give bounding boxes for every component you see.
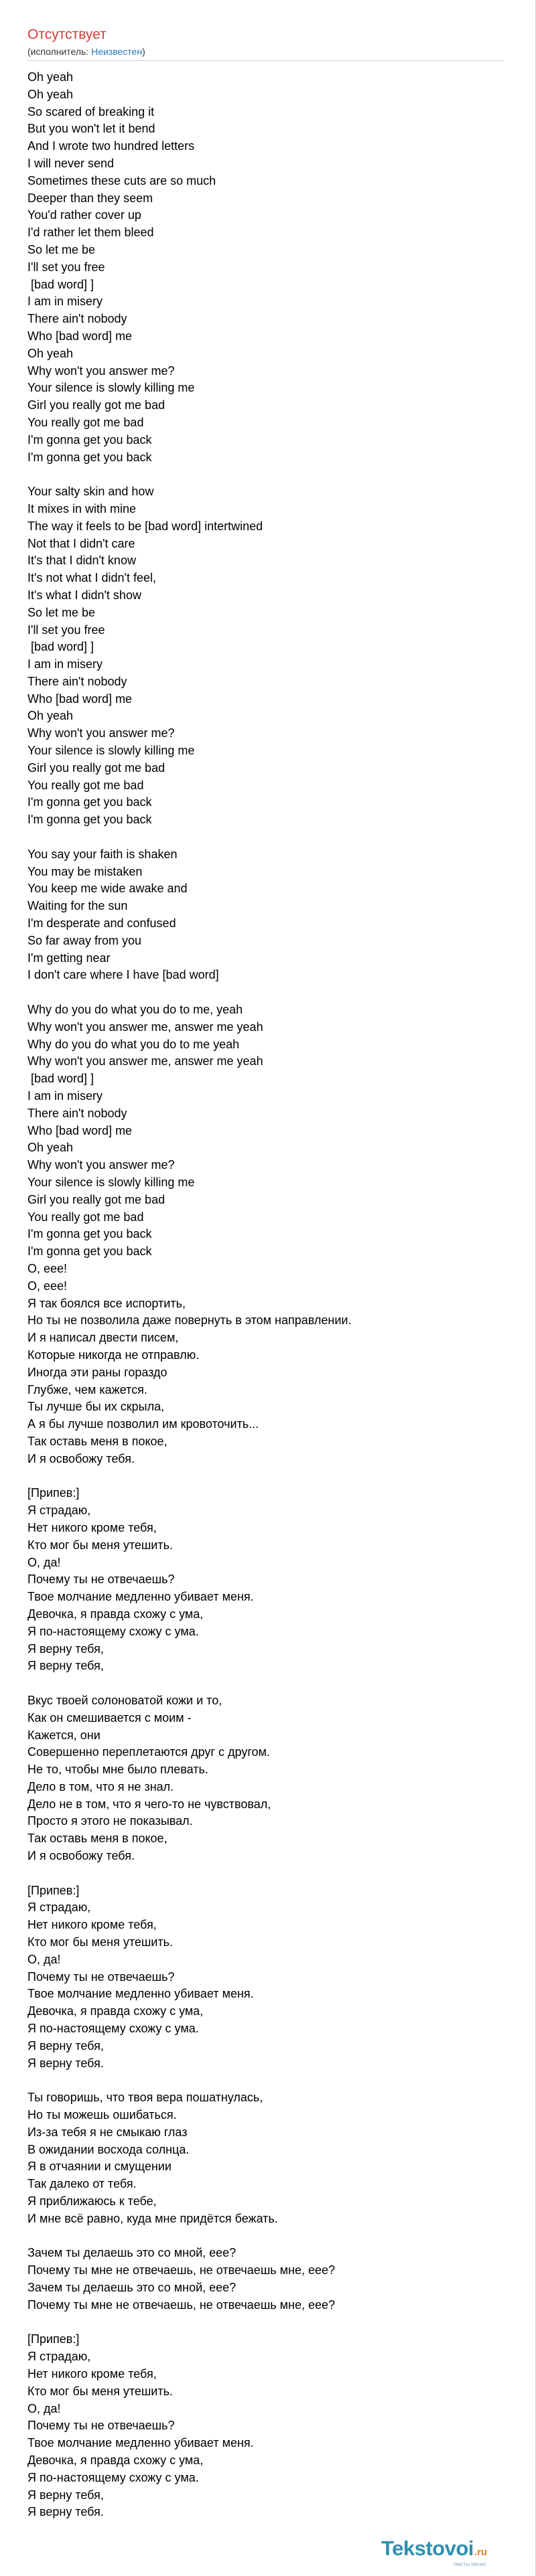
lyric-line: Просто я этого не показывал. bbox=[27, 1814, 193, 1828]
lyric-line: Нет никого кроме тебя, bbox=[27, 1918, 157, 1932]
lyric-line: Почему ты не отвечаешь? bbox=[27, 1573, 175, 1587]
lyric-line: I'm gonna get you back bbox=[27, 1227, 152, 1241]
lyric-line: I don't care where I have [bad word] bbox=[27, 968, 219, 982]
lyric-line: Oh yeah bbox=[27, 87, 74, 101]
lyric-line: Зачем ты делаешь это со мной, еее? bbox=[27, 2246, 237, 2260]
lyric-blank-line bbox=[27, 2228, 496, 2245]
lyric-line: Кажется, они bbox=[27, 1728, 100, 1742]
lyric-line: Я верну тебя, bbox=[27, 2488, 104, 2502]
lyric-line: Deeper than they seem bbox=[27, 191, 153, 205]
logo-tagline: тексты песен bbox=[453, 2561, 486, 2567]
lyric-line: Почему ты не отвечаешь? bbox=[27, 1969, 175, 1984]
lyric-line: Я страдаю, bbox=[27, 2350, 91, 2364]
lyric-line: А я бы лучше позволил им кровоточить... bbox=[27, 1417, 259, 1431]
lyric-line: Кто мог бы меня утешить. bbox=[27, 1538, 173, 1552]
lyric-line: О, еее! bbox=[27, 1279, 68, 1293]
lyric-line: Ты говоришь, что твоя вера пошатнулась, bbox=[27, 2091, 263, 2105]
lyric-line: It mixes in with mine bbox=[27, 501, 137, 515]
lyric-line: Совершенно переплетаются друг с другом. bbox=[27, 1745, 270, 1759]
lyric-line: Your silence is slowly killing me bbox=[27, 1176, 195, 1189]
lyric-line: You keep me wide awake and bbox=[27, 882, 188, 896]
lyric-line: Oh yeah bbox=[27, 709, 74, 723]
lyric-line: Иногда эти раны гораздо bbox=[27, 1365, 168, 1379]
lyric-line: Oh yeah bbox=[27, 70, 74, 84]
lyric-line: Как он смешивается с моим - bbox=[27, 1710, 192, 1724]
lyric-line: Я по-настоящему схожу с ума. bbox=[27, 2022, 199, 2036]
lyric-line: Who [bad word] me bbox=[27, 1123, 133, 1137]
lyric-line: You really got me bad bbox=[27, 1210, 144, 1224]
lyric-line: So far away from you bbox=[27, 933, 142, 947]
lyric-line: You say your faith is shaken bbox=[27, 847, 178, 861]
lyric-line: И я освобожу тебя. bbox=[27, 1451, 135, 1465]
lyric-line: Почему ты не отвечаешь? bbox=[27, 2419, 175, 2433]
header-divider bbox=[27, 60, 504, 61]
lyric-line: Почему ты мне не отвечаешь, не отвечаешь мне, еее? bbox=[27, 2298, 336, 2312]
lyric-line: Так далеко от тебя. bbox=[27, 2177, 137, 2191]
lyric-line: I'm gonna get you back bbox=[27, 1244, 152, 1259]
lyric-line: О, да! bbox=[27, 2401, 61, 2415]
lyric-line: Девочка, я правда схожу с ума, bbox=[27, 1607, 204, 1621]
lyric-line: Я страдаю, bbox=[27, 1901, 91, 1915]
lyric-line: [bad word] ] bbox=[27, 640, 94, 654]
lyric-line: [Припев:] bbox=[27, 2332, 80, 2346]
lyric-line: Why do you do what you do to me, yeah bbox=[27, 1003, 243, 1017]
lyric-line: I'll set you free bbox=[27, 260, 105, 274]
lyric-line: Who [bad word] me bbox=[27, 329, 133, 343]
lyric-line: Girl you really got me bad bbox=[27, 1192, 165, 1206]
lyric-line: There ain't nobody bbox=[27, 674, 127, 688]
lyric-line: Я страдаю, bbox=[27, 1504, 91, 1518]
lyric-line: And I wrote two hundred letters bbox=[27, 139, 195, 153]
lyric-line: [Припев:] bbox=[27, 1883, 80, 1897]
lyric-line: Нет никого кроме тебя, bbox=[27, 2366, 157, 2381]
lyric-line: Дело в том, что я не знал. bbox=[27, 1779, 174, 1793]
artist-link[interactable]: Неизвестен bbox=[91, 46, 143, 57]
lyric-line: Your salty skin and how bbox=[27, 485, 154, 499]
lyric-line: О, да! bbox=[27, 1555, 61, 1569]
lyric-line: I'm gonna get you back bbox=[27, 450, 152, 464]
lyric-line: [bad word] ] bbox=[27, 277, 94, 291]
lyric-line: So scared of breaking it bbox=[27, 104, 155, 118]
lyric-line: Ты лучше бы их скрыла, bbox=[27, 1400, 165, 1414]
lyric-line: В ожидании восхода солнца. bbox=[27, 2142, 190, 2156]
lyric-line: Но ты не позволила даже повернуть в этом направлении. bbox=[27, 1313, 352, 1327]
lyric-line: I'm gonna get you back bbox=[27, 813, 152, 827]
lyric-line: Why won't you answer me, answer me yeah bbox=[27, 1054, 263, 1068]
lyric-line: Так оставь меня в покое, bbox=[27, 1832, 168, 1846]
lyric-line: Not that I didn't care bbox=[27, 536, 135, 550]
lyric-line: I'm desperate and confused bbox=[27, 916, 176, 931]
lyric-line: И я написал двести писем, bbox=[27, 1331, 179, 1345]
lyric-line: Waiting for the sun bbox=[27, 899, 128, 913]
lyric-line: Я верну тебя, bbox=[27, 2038, 104, 2052]
lyric-line: Твое молчание медленно убивает меня. bbox=[27, 2436, 254, 2450]
lyric-line: I will never send bbox=[27, 156, 115, 170]
lyric-line: Girl you really got me bad bbox=[27, 398, 165, 412]
logo-tld: .ru bbox=[474, 2547, 488, 2558]
lyric-line: Но ты можешь ошибаться. bbox=[27, 2108, 177, 2122]
lyric-blank-line bbox=[27, 1865, 496, 1882]
lyric-blank-line bbox=[27, 2314, 496, 2332]
lyric-line: Кто мог бы меня утешить. bbox=[27, 1935, 173, 1949]
lyric-line: You may be mistaken bbox=[27, 864, 143, 878]
lyric-line: Я верну тебя. bbox=[27, 2505, 104, 2519]
lyric-line: Я по-настоящему схожу с ума. bbox=[27, 1624, 199, 1638]
lyric-line: So let me be bbox=[27, 605, 96, 619]
lyric-line: Почему ты мне не отвечаешь, не отвечаешь мне, еее? bbox=[27, 2263, 336, 2277]
lyric-line: О, да! bbox=[27, 1952, 61, 1966]
lyric-line: Why do you do what you do to me yeah bbox=[27, 1037, 240, 1051]
lyric-line: Твое молчание медленно убивает меня. bbox=[27, 1590, 254, 1604]
lyrics-text bbox=[27, 69, 496, 2521]
lyric-line: Sometimes these cuts are so much bbox=[27, 173, 216, 187]
lyric-line: Girl you really got me bad bbox=[27, 760, 165, 775]
artist-prefix: (исполнитель: bbox=[27, 46, 92, 57]
lyric-line: Нет никого кроме тебя, bbox=[27, 1520, 157, 1534]
lyric-line: It's that I didn't know bbox=[27, 554, 136, 568]
lyric-line: There ain't nobody bbox=[27, 312, 127, 326]
lyric-line: Из-за тебя я не смыкаю глаз bbox=[27, 2125, 188, 2139]
lyric-line: Девочка, я правда схожу с ума, bbox=[27, 2004, 204, 2018]
lyric-line: The way it feels to be [bad word] intertwined bbox=[27, 519, 263, 533]
lyric-blank-line bbox=[27, 1675, 496, 1692]
artist-line bbox=[27, 46, 145, 58]
lyric-line: Зачем ты делаешь это со мной, еее? bbox=[27, 2281, 237, 2294]
lyric-line: I am in misery bbox=[27, 1089, 103, 1103]
lyric-blank-line bbox=[27, 829, 496, 846]
lyric-line: Why won't you answer me? bbox=[27, 1158, 175, 1172]
lyric-line: О, еее! bbox=[27, 1261, 68, 1275]
lyric-line: Я по-настоящему схожу с ума. bbox=[27, 2470, 199, 2484]
lyric-blank-line bbox=[27, 1468, 496, 1485]
lyric-line: I'm getting near bbox=[27, 951, 111, 965]
lyric-line: Why won't you answer me? bbox=[27, 364, 175, 378]
lyric-line: I'll set you free bbox=[27, 623, 105, 637]
lyric-line: Oh yeah bbox=[27, 1141, 74, 1155]
lyric-line: Why won't you answer me? bbox=[27, 726, 175, 740]
lyric-line: I'd rather let them bleed bbox=[27, 226, 154, 240]
lyric-line: Так оставь меня в покое, bbox=[27, 1434, 168, 1448]
lyric-line: Вкус твоей солоноватой кожи и то, bbox=[27, 1693, 222, 1707]
lyric-line: I am in misery bbox=[27, 295, 103, 309]
lyric-line: I am in misery bbox=[27, 657, 103, 671]
lyric-line: [bad word] ] bbox=[27, 1072, 94, 1086]
lyric-line: Я верну тебя, bbox=[27, 1659, 104, 1673]
lyric-line: Глубже, чем кажется. bbox=[27, 1382, 147, 1396]
logo-brand: Tekstovoi bbox=[381, 2537, 474, 2560]
lyric-line: Дело не в том, что я чего-то не чувствовал, bbox=[27, 1797, 271, 1811]
lyric-line: Я в отчаянии и смущении bbox=[27, 2160, 172, 2174]
lyric-line: Your silence is slowly killing me bbox=[27, 381, 195, 395]
lyric-line: Why won't you answer me, answer me yeah bbox=[27, 1020, 263, 1034]
lyric-line: There ain't nobody bbox=[27, 1106, 127, 1120]
lyric-line: But you won't let it bend bbox=[27, 122, 155, 136]
lyric-line: So let me be bbox=[27, 242, 96, 256]
lyric-line: Которые никогда не отправлю. bbox=[27, 1348, 200, 1362]
lyric-line: You really got me bad bbox=[27, 415, 144, 429]
lyric-line: It's what I didn't show bbox=[27, 588, 141, 602]
lyric-line: Твое молчание медленно убивает меня. bbox=[27, 1987, 254, 2001]
lyric-line: И я освобожу тебя. bbox=[27, 1849, 135, 1863]
lyric-line: It's not what I didn't feel, bbox=[27, 571, 156, 585]
lyric-line: Девочка, я правда схожу с ума, bbox=[27, 2453, 204, 2467]
lyric-line: Я верну тебя. bbox=[27, 2056, 104, 2070]
lyric-line: Your silence is slowly killing me bbox=[27, 744, 195, 758]
lyric-line: Oh yeah bbox=[27, 346, 74, 360]
lyric-line: Я так боялся все испортить, bbox=[27, 1296, 186, 1310]
lyric-line: I'm gonna get you back bbox=[27, 432, 152, 447]
artist-suffix: ) bbox=[142, 46, 145, 57]
lyric-line: Кто мог бы меня утешить. bbox=[27, 2384, 173, 2398]
lyric-line: Не то, чтобы мне было плевать. bbox=[27, 1763, 208, 1777]
lyric-line: И мне всё равно, куда мне придётся бежать. bbox=[27, 2211, 278, 2225]
lyric-line: Я приближаюсь к тебе, bbox=[27, 2194, 157, 2208]
site-logo[interactable] bbox=[381, 2537, 519, 2569]
lyric-line: You really got me bad bbox=[27, 778, 144, 792]
lyric-line: I'm gonna get you back bbox=[27, 795, 152, 809]
lyric-blank-line bbox=[27, 2072, 496, 2089]
lyric-blank-line bbox=[27, 984, 496, 1001]
song-title: Отсутствует bbox=[27, 27, 107, 42]
lyric-line: You'd rather cover up bbox=[27, 208, 141, 222]
lyric-line: [Припев:] bbox=[27, 1486, 80, 1500]
lyric-line: Who [bad word] me bbox=[27, 692, 133, 706]
lyric-blank-line bbox=[27, 466, 496, 483]
lyric-line: Я верну тебя, bbox=[27, 1641, 104, 1656]
